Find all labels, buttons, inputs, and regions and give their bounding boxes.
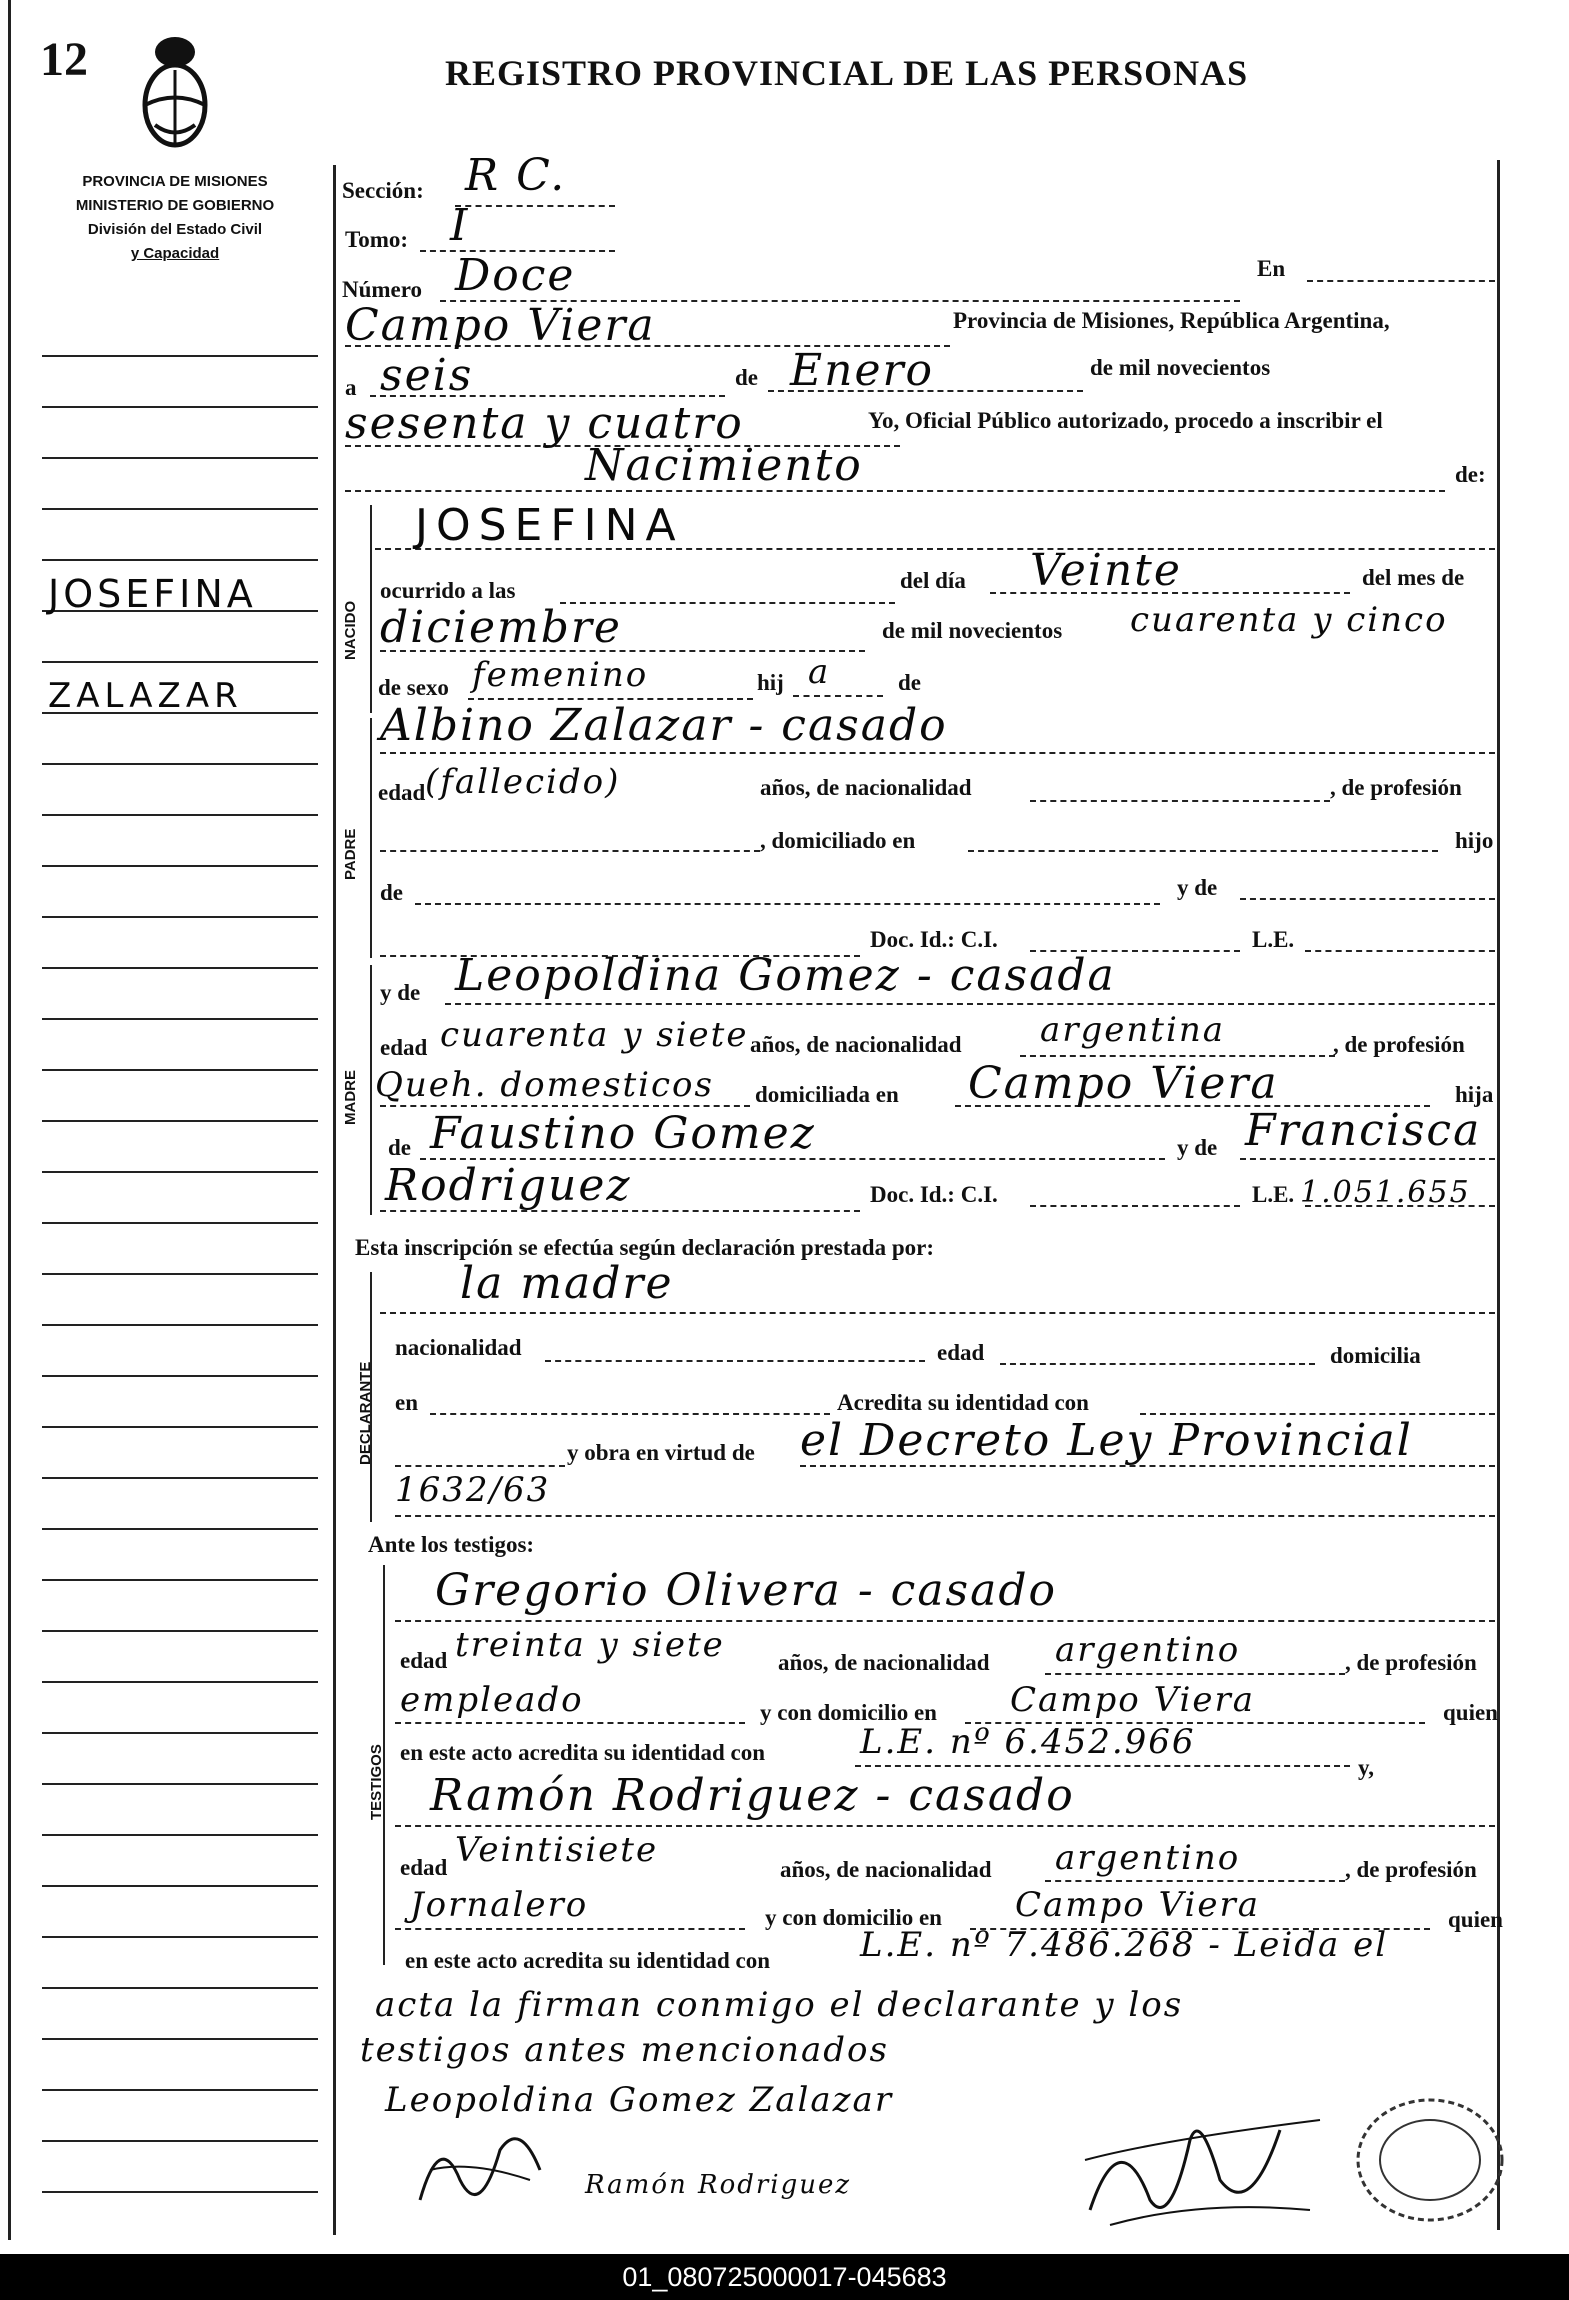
margin-rule-line xyxy=(42,1936,318,1938)
side-label-declarante: DECLARANTE xyxy=(357,1361,374,1465)
value-seccion: R C. xyxy=(465,150,567,201)
label-yo-oficial: Yo, Oficial Público autorizado, procedo a inscribir el xyxy=(868,408,1383,433)
label-tomo: Tomo: xyxy=(345,227,409,252)
label-de: de xyxy=(735,365,758,390)
label-quien: quien xyxy=(1443,1700,1498,1725)
label-del-dia: del día xyxy=(900,568,966,593)
blank-declarante xyxy=(380,1312,1495,1314)
value-t1-prof: empleado xyxy=(400,1680,584,1720)
label-de2: de xyxy=(898,670,921,695)
label-nac-madre: años, de nacionalidad xyxy=(750,1032,962,1057)
margin-rule-line xyxy=(42,355,318,357)
label-y-de-madre: y de xyxy=(380,980,421,1005)
page-number: 12 xyxy=(40,33,88,86)
blank-abuela-madre xyxy=(1240,1158,1495,1160)
label-hija: hija xyxy=(1455,1082,1494,1107)
margin-rule-line xyxy=(42,1732,318,1734)
blank-obra xyxy=(395,1465,565,1467)
value-tomo: I xyxy=(450,200,470,251)
signature-testigo: Ramón Rodriguez xyxy=(585,2170,852,2200)
margin-rule-line xyxy=(42,1171,318,1173)
document-title: REGISTRO PROVINCIAL DE LAS PERSONAS xyxy=(445,53,1249,93)
margin-rule-line xyxy=(42,1477,318,1479)
margin-rule-line xyxy=(42,916,318,918)
label-ante-testigos: Ante los testigos: xyxy=(368,1532,535,1557)
value-dia-acta: seis xyxy=(380,350,474,401)
closing-line1: acta la firman conmigo el declarante y los xyxy=(375,1985,1184,2025)
blank-madre xyxy=(445,1003,1495,1005)
label-edad5: edad xyxy=(400,1855,448,1880)
blank-testigo2 xyxy=(395,1825,1495,1827)
margin-rule-line xyxy=(42,457,318,459)
label-hijo: hijo xyxy=(1455,828,1494,853)
margin-rule-line xyxy=(42,814,318,816)
margin-rule-line xyxy=(42,2038,318,2040)
margin-rule-line xyxy=(42,763,318,765)
label-edad3: edad xyxy=(937,1340,985,1365)
blank-prof-padre xyxy=(380,850,760,852)
value-anio-acta: sesenta y cuatro xyxy=(345,398,744,449)
label-edad-madre: edad xyxy=(380,1035,428,1060)
value-t2-dom: Campo Viera xyxy=(1015,1885,1261,1925)
signature-scribble-right xyxy=(1080,2100,1340,2245)
label-de3: de xyxy=(380,880,403,905)
side-label-nacido: NACIDO xyxy=(342,600,359,660)
value-abuelo: Faustino Gomez xyxy=(430,1108,816,1159)
value-padre-edad: (fallecido) xyxy=(425,762,621,802)
section-rule-padre xyxy=(370,718,372,958)
value-t2-edad: Veintisiete xyxy=(455,1830,659,1870)
blank-doc-t1 xyxy=(855,1765,1350,1767)
margin-rule-line xyxy=(42,1120,318,1122)
blank-en xyxy=(1307,280,1495,282)
section-rule-nacido xyxy=(370,505,372,713)
closing-line2: testigos antes mencionados xyxy=(360,2030,889,2070)
value-madre-prof: Queh. domesticos xyxy=(375,1065,714,1105)
label-ocurrido: ocurrido a las xyxy=(380,578,516,603)
blank-testigo1 xyxy=(395,1620,1495,1622)
issuer-line4: y Capacidad xyxy=(130,245,220,262)
margin-rule-line xyxy=(42,2089,318,2091)
blank-nac-t2 xyxy=(1045,1880,1345,1882)
value-testigo1: Gregorio Olivera - casado xyxy=(435,1565,1058,1616)
label-le-madre: L.E. xyxy=(1252,1182,1295,1207)
margin-name-last: ZALAZAR xyxy=(48,676,243,716)
label-acto-acredita2: en este acto acredita su identidad con xyxy=(405,1948,771,1973)
label-dom-padre: , domiciliado en xyxy=(760,828,916,853)
label-a: a xyxy=(345,375,357,400)
margin-rule-line xyxy=(42,967,318,969)
blank-edad3 xyxy=(1000,1363,1315,1365)
label-con-dom-t2: y con domicilio en xyxy=(765,1905,942,1930)
issuer-block xyxy=(30,170,320,266)
label-de-colon: de: xyxy=(1455,462,1486,487)
blank-seccion xyxy=(455,205,615,207)
margin-rule-line xyxy=(42,1783,318,1785)
coat-of-arms-icon xyxy=(130,30,220,165)
blank-en2 xyxy=(430,1413,830,1415)
margin-rule-line xyxy=(42,559,318,561)
value-decreto-num: 1632/63 xyxy=(395,1470,551,1510)
label-seccion: Sección: xyxy=(342,178,424,203)
signature-scribble-left xyxy=(410,2110,560,2225)
value-decreto: el Decreto Ley Provincial xyxy=(800,1415,1413,1466)
label-edad-padre: edad xyxy=(378,780,426,805)
blank-abuelo-padre xyxy=(415,903,1160,905)
label-de-sexo: de sexo xyxy=(378,675,449,700)
margin-rule-line xyxy=(42,1375,318,1377)
blank-hij xyxy=(793,695,883,697)
value-padre: Albino Zalazar - casado xyxy=(380,700,948,751)
margin-rule-line xyxy=(42,1324,318,1326)
left-border xyxy=(8,0,11,2240)
label-prof-padre: , de profesión xyxy=(1330,775,1462,800)
margin-rule-line xyxy=(42,661,318,663)
margin-rule-line xyxy=(42,2191,318,2193)
blank-prof-madre xyxy=(380,1105,750,1107)
blank-padre xyxy=(380,752,1495,754)
value-t2-nac: argentino xyxy=(1055,1838,1241,1878)
value-t2-doc: L.E. nº 7.486.268 - Leida el xyxy=(860,1925,1389,1965)
side-label-madre: MADRE xyxy=(342,1070,359,1125)
blank-prof-t2 xyxy=(395,1928,745,1930)
margin-rule-line xyxy=(42,1222,318,1224)
value-anio: cuarenta y cinco xyxy=(1130,600,1448,640)
label-del-mes: del mes de xyxy=(1362,565,1465,590)
label-acto-acredita: en este acto acredita su identidad con xyxy=(400,1740,766,1765)
label-nac-t2: años, de nacionalidad xyxy=(780,1857,992,1882)
margin-rule-line xyxy=(42,1579,318,1581)
signature-madre: Leopoldina Gomez Zalazar xyxy=(385,2080,894,2120)
label-domicilia: domicilia xyxy=(1330,1343,1421,1368)
margin-rule-line xyxy=(42,1630,318,1632)
label-nac-padre: años, de nacionalidad xyxy=(760,775,972,800)
label-acredita: Acredita su identidad con xyxy=(837,1390,1089,1415)
section-rule-madre xyxy=(370,965,372,1215)
label-nacionalidad: nacionalidad xyxy=(395,1335,522,1360)
value-sexo: femenino xyxy=(472,655,649,695)
blank-le-padre xyxy=(1305,950,1495,952)
value-numero: Doce xyxy=(455,250,576,301)
label-y-de: y de xyxy=(1177,875,1218,900)
label-y-de3: y de xyxy=(1177,1135,1218,1160)
blank-dom-padre xyxy=(968,850,1438,852)
issuer-line2: MINISTERIO DE GOBIERNO xyxy=(75,197,275,214)
value-testigo2: Ramón Rodriguez - casado xyxy=(430,1770,1075,1821)
blank-abuela-padre xyxy=(1240,898,1495,900)
label-doc-id-madre: Doc. Id.: C.I. xyxy=(870,1182,998,1207)
label-esta-inscripcion: Esta inscripción se efectúa según declaración prestada por: xyxy=(355,1235,935,1260)
issuer-line1: PROVINCIA DE MISIONES xyxy=(82,173,268,190)
blank-decreto2 xyxy=(395,1515,1495,1517)
value-mes-acta: Enero xyxy=(790,345,935,396)
label-y-comma: y, xyxy=(1358,1755,1374,1780)
blank-nac-madre xyxy=(1020,1055,1335,1057)
issuer-line3: División del Estado Civil xyxy=(87,221,263,238)
margin-rule-line xyxy=(42,1426,318,1428)
margin-rule-line xyxy=(42,1885,318,1887)
value-madre: Leopoldina Gomez - casada xyxy=(455,950,1116,1001)
value-madre-dom: Campo Viera xyxy=(968,1058,1279,1109)
margin-rule-line xyxy=(42,508,318,510)
label-nac-t1: años, de nacionalidad xyxy=(778,1650,990,1675)
value-t1-nac: argentino xyxy=(1055,1630,1241,1670)
margin-rule-line xyxy=(42,406,318,408)
label-de-mil2: de mil novecientos xyxy=(882,618,1063,643)
label-en: En xyxy=(1257,256,1286,281)
margin-rule-line xyxy=(42,1987,318,1989)
label-prof-madre: , de profesión xyxy=(1333,1032,1465,1057)
image-id-footer: 01_080725000017-045683 xyxy=(0,2254,1569,2300)
margin-rule-line xyxy=(42,1273,318,1275)
label-hij: hij xyxy=(757,670,784,695)
margin-rule-line xyxy=(42,865,318,867)
value-madre-le: 1.051.655 xyxy=(1300,1175,1471,1210)
value-hij-suffix: a xyxy=(808,652,831,692)
label-con-dom-t1: y con domicilio en xyxy=(760,1700,937,1725)
value-declarante: la madre xyxy=(460,1258,674,1309)
value-tipo: Nacimiento xyxy=(585,440,863,491)
margin-rule-line xyxy=(42,2140,318,2142)
label-doc-id-padre: Doc. Id.: C.I. xyxy=(870,927,998,952)
label-numero: Número xyxy=(342,277,423,302)
margin-rule-line xyxy=(42,1069,318,1071)
value-t1-dom: Campo Viera xyxy=(1010,1680,1256,1720)
margin-rule-line xyxy=(42,1834,318,1836)
margin-rule-line xyxy=(42,1681,318,1683)
blank-nacionalidad xyxy=(545,1360,925,1362)
value-abuela: Francisca xyxy=(1245,1105,1482,1156)
value-madre-edad: cuarenta y siete xyxy=(440,1015,749,1055)
blank-ci-madre xyxy=(1030,1205,1240,1207)
label-de-mil: de mil novecientos xyxy=(1090,355,1271,380)
blank-tipo xyxy=(345,490,1445,492)
label-en2: en xyxy=(395,1390,418,1415)
value-lugar: Campo Viera xyxy=(345,300,656,351)
margin-rule-line xyxy=(42,1528,318,1530)
blank-nac-padre xyxy=(1030,800,1330,802)
label-de4: de xyxy=(388,1135,411,1160)
label-provincia: Provincia de Misiones, República Argentina, xyxy=(953,308,1390,333)
official-stamp-icon xyxy=(1350,2090,1510,2235)
form-left-rule xyxy=(333,165,336,2235)
label-le-padre: L.E. xyxy=(1252,927,1295,952)
value-abuela2: Rodriguez xyxy=(385,1160,632,1211)
value-dia: Veinte xyxy=(1030,545,1182,596)
value-t1-doc: L.E. nº 6.452.966 xyxy=(860,1722,1196,1762)
blank-nac-t1 xyxy=(1045,1673,1345,1675)
side-label-padre: PADRE xyxy=(342,828,359,880)
label-quien2: quien xyxy=(1448,1907,1503,1932)
label-prof-t2: , de profesión xyxy=(1345,1857,1477,1882)
label-obra: y obra en virtud de xyxy=(567,1440,755,1465)
label-edad4: edad xyxy=(400,1648,448,1673)
margin-name-first: JOSEFINA xyxy=(48,572,257,616)
value-t2-prof: Jornalero xyxy=(410,1885,589,1925)
value-t1-edad: treinta y siete xyxy=(455,1625,725,1665)
label-prof-t1: , de profesión xyxy=(1345,1650,1477,1675)
margin-rule-line xyxy=(42,1018,318,1020)
value-nombre: JOSEFINA xyxy=(415,500,684,551)
side-label-testigos: TESTIGOS xyxy=(368,1744,385,1820)
value-mes: diciembre xyxy=(380,602,622,653)
label-dom-madre: domiciliada en xyxy=(755,1082,899,1107)
value-madre-nac: argentina xyxy=(1040,1010,1226,1050)
blank-prof-t1 xyxy=(395,1722,745,1724)
